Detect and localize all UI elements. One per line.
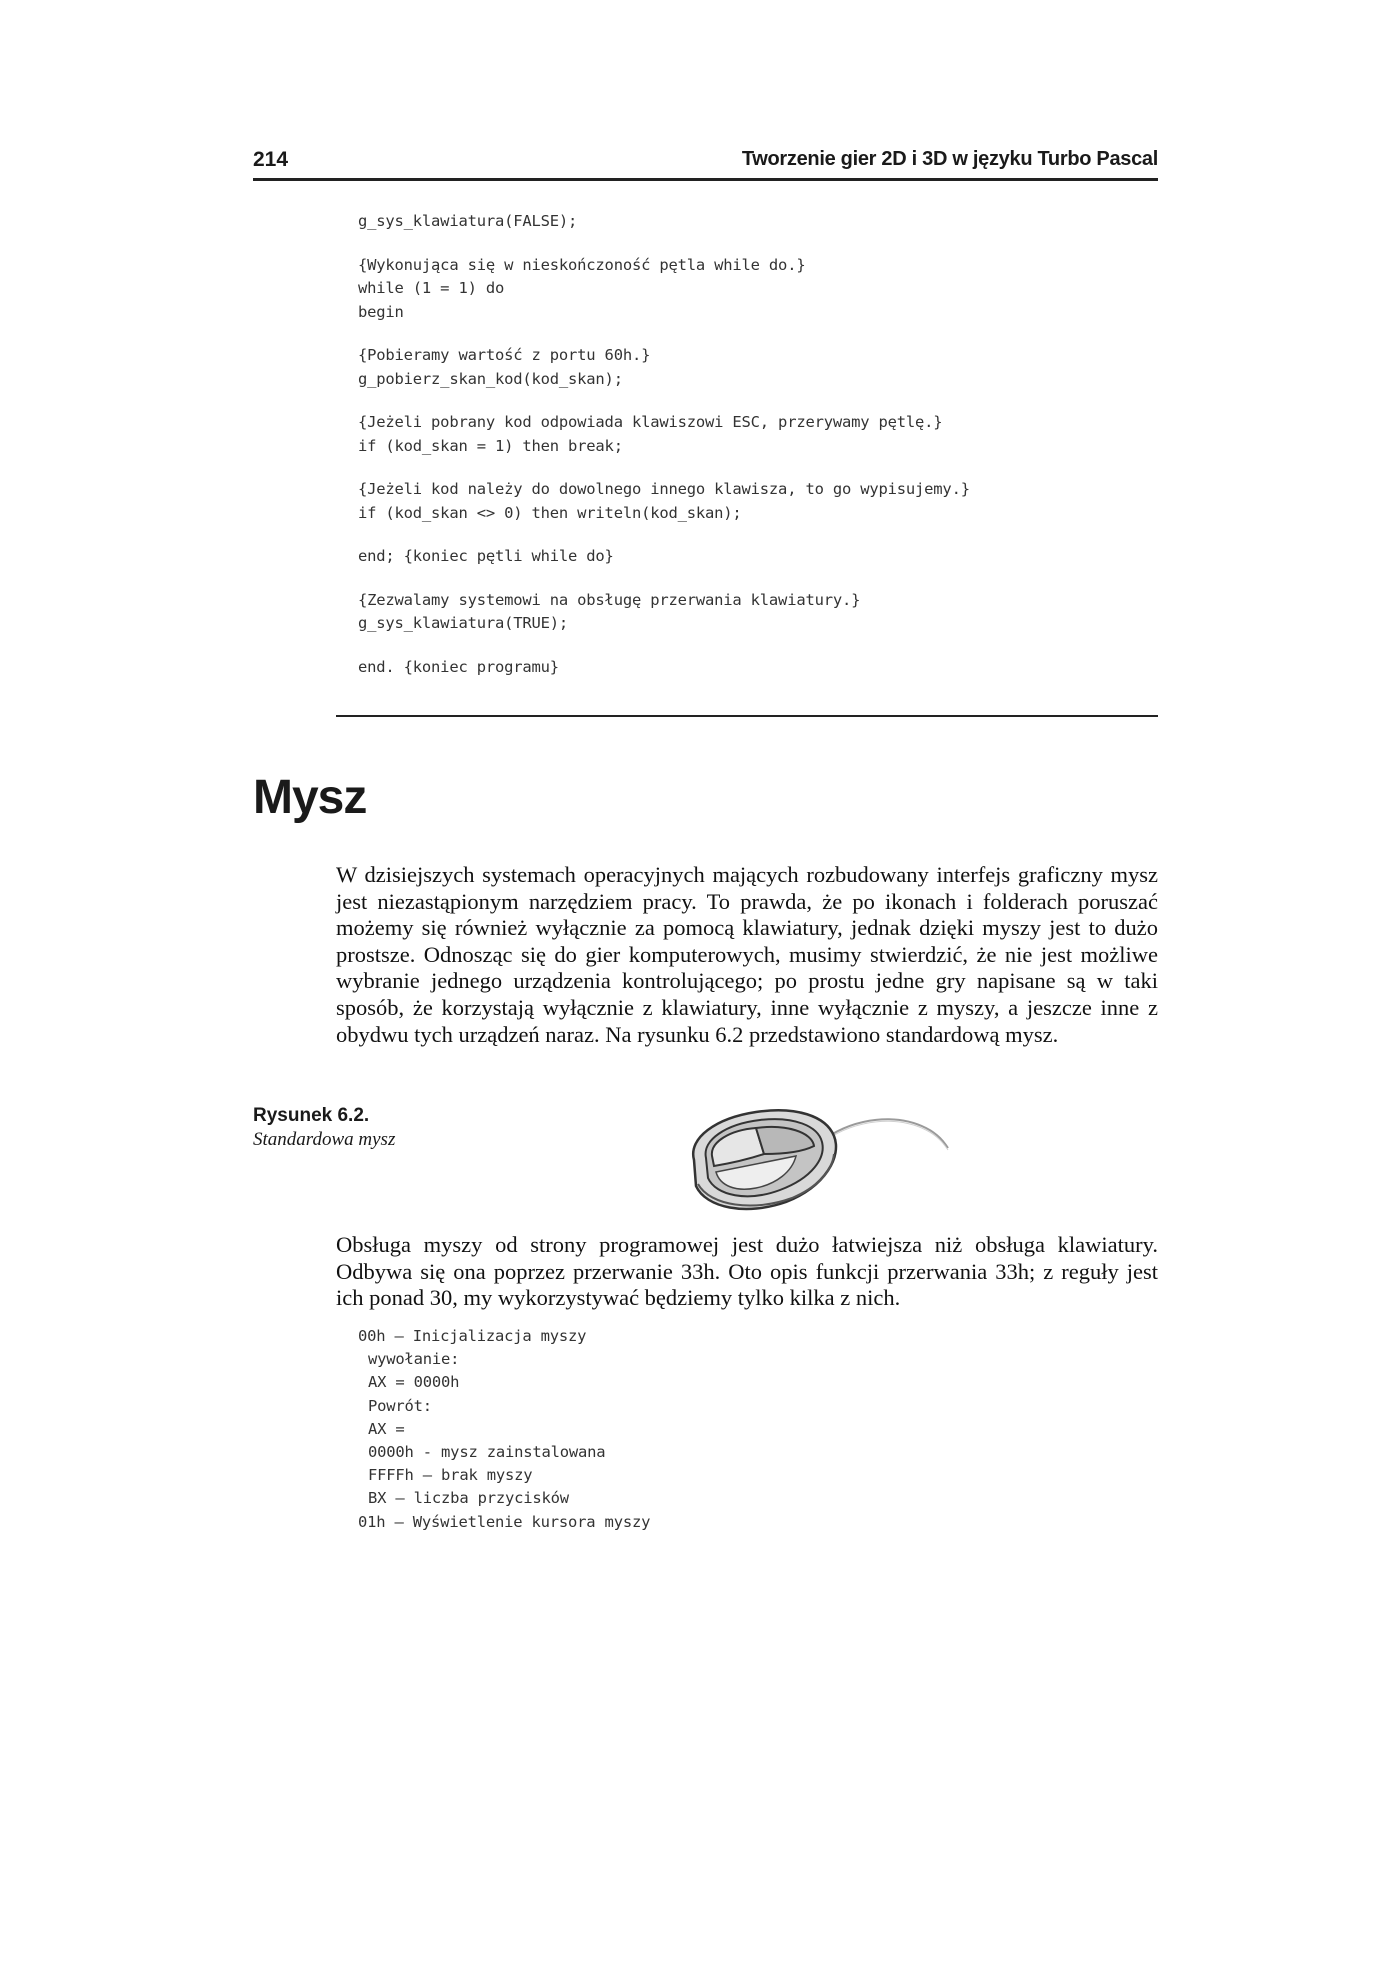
function-list-line: 00h – Inicjalizacja myszy (358, 1327, 587, 1345)
page-header (253, 142, 1158, 181)
code-line: g_pobierz_skan_kod(kod_skan); (358, 369, 623, 388)
function-list-line: AX = 0000h (368, 1373, 460, 1392)
code-line: {Wykonująca się w nieskończoność pętla while do.} (358, 255, 806, 274)
figure-caption (253, 1104, 433, 1152)
computer-mouse-icon (676, 1098, 956, 1218)
code-listing-rule (336, 715, 1158, 717)
code-line: while (1 = 1) do (358, 279, 505, 297)
code-line: g_sys_klawiatura(FALSE); (358, 212, 578, 230)
section-heading: Mysz (253, 771, 367, 824)
code-listing (358, 210, 1158, 700)
code-line: end. {koniec programu} (358, 657, 559, 676)
code-line: {Jeżeli pobrany kod odpowiada klawiszowi ESC, przerywamy pętlę.} (358, 413, 943, 431)
code-blank-line (358, 636, 1158, 656)
code-blank-line (358, 391, 1158, 411)
mouse-handling-paragraph: Obsługa myszy od strony programowej jest dużo łatwiejsza niż obsługa klawiatury. Odbywa się ona poprzez przerwanie 33h. Oto opis funkcji przerwania 33h; z reguły jest ich ponad 30, my wykorzystywać będziemy tylko kilka z nich. (336, 1232, 1158, 1311)
code-line: if (kod_skan = 1) then break; (358, 436, 623, 455)
function-list-line: BX – liczba przycisków (368, 1489, 569, 1508)
function-list-line: 01h – Wyświetlenie kursora myszy (358, 1512, 651, 1531)
page-number: 214 (253, 148, 289, 171)
code-line: {Zezwalamy systemowi na obsługę przerwania klawiatury.} (358, 590, 861, 609)
code-blank-line (358, 324, 1158, 344)
interrupt-function-list (358, 1325, 958, 1534)
function-list-line: AX = (368, 1419, 405, 1438)
code-line: {Pobieramy wartość z portu 60h.} (358, 346, 651, 364)
code-blank-line (358, 569, 1158, 589)
code-line: begin (358, 302, 404, 321)
function-list-line: FFFFh – brak myszy (368, 1466, 533, 1485)
figure-title: Standardowa mysz (253, 1129, 396, 1150)
function-list-line: wywołanie: (368, 1350, 460, 1369)
code-line: if (kod_skan <> 0) then writeln(kod_skan); (358, 503, 742, 522)
code-blank-line (358, 525, 1158, 545)
code-line: end; {koniec pętli while do} (358, 547, 614, 565)
intro-paragraph: W dzisiejszych systemach operacyjnych mających rozbudowany interfejs graficzny mysz jest niezastąpionym narzędziem pracy. To prawda, że po ikonach i folderach poruszać możemy się również wyłącznie za pomocą klawiatury, jednak dzięki myszy jest to dużo prostsze. Odnosząc się do gier komputerowych, musimy stwierdzić, że nie jest możliwe wybranie jednego urządzenia kontrolującego; po prostu jedne gry napisane są w taki sposób, że korzystają wyłącznie z klawiatury, inne wyłącznie z myszy, a jeszcze inne z obydwu tych urządzeń naraz. Na rysunku 6.2 przedstawiono standardową mysz. (336, 862, 1158, 1047)
running-title: Tworzenie gier 2D i 3D w języku Turbo Pascal (741, 148, 1158, 170)
function-list-line: Powrót: (368, 1396, 432, 1415)
code-blank-line (358, 234, 1158, 254)
code-line: g_sys_klawiatura(TRUE); (358, 614, 569, 632)
function-list-line: 0000h - mysz zainstalowana (368, 1442, 606, 1461)
figure-label: Rysunek 6.2. (253, 1105, 370, 1126)
code-blank-line (358, 458, 1158, 478)
code-line: {Jeżeli kod należy do dowolnego innego klawisza, to go wypisujemy.} (358, 480, 970, 498)
